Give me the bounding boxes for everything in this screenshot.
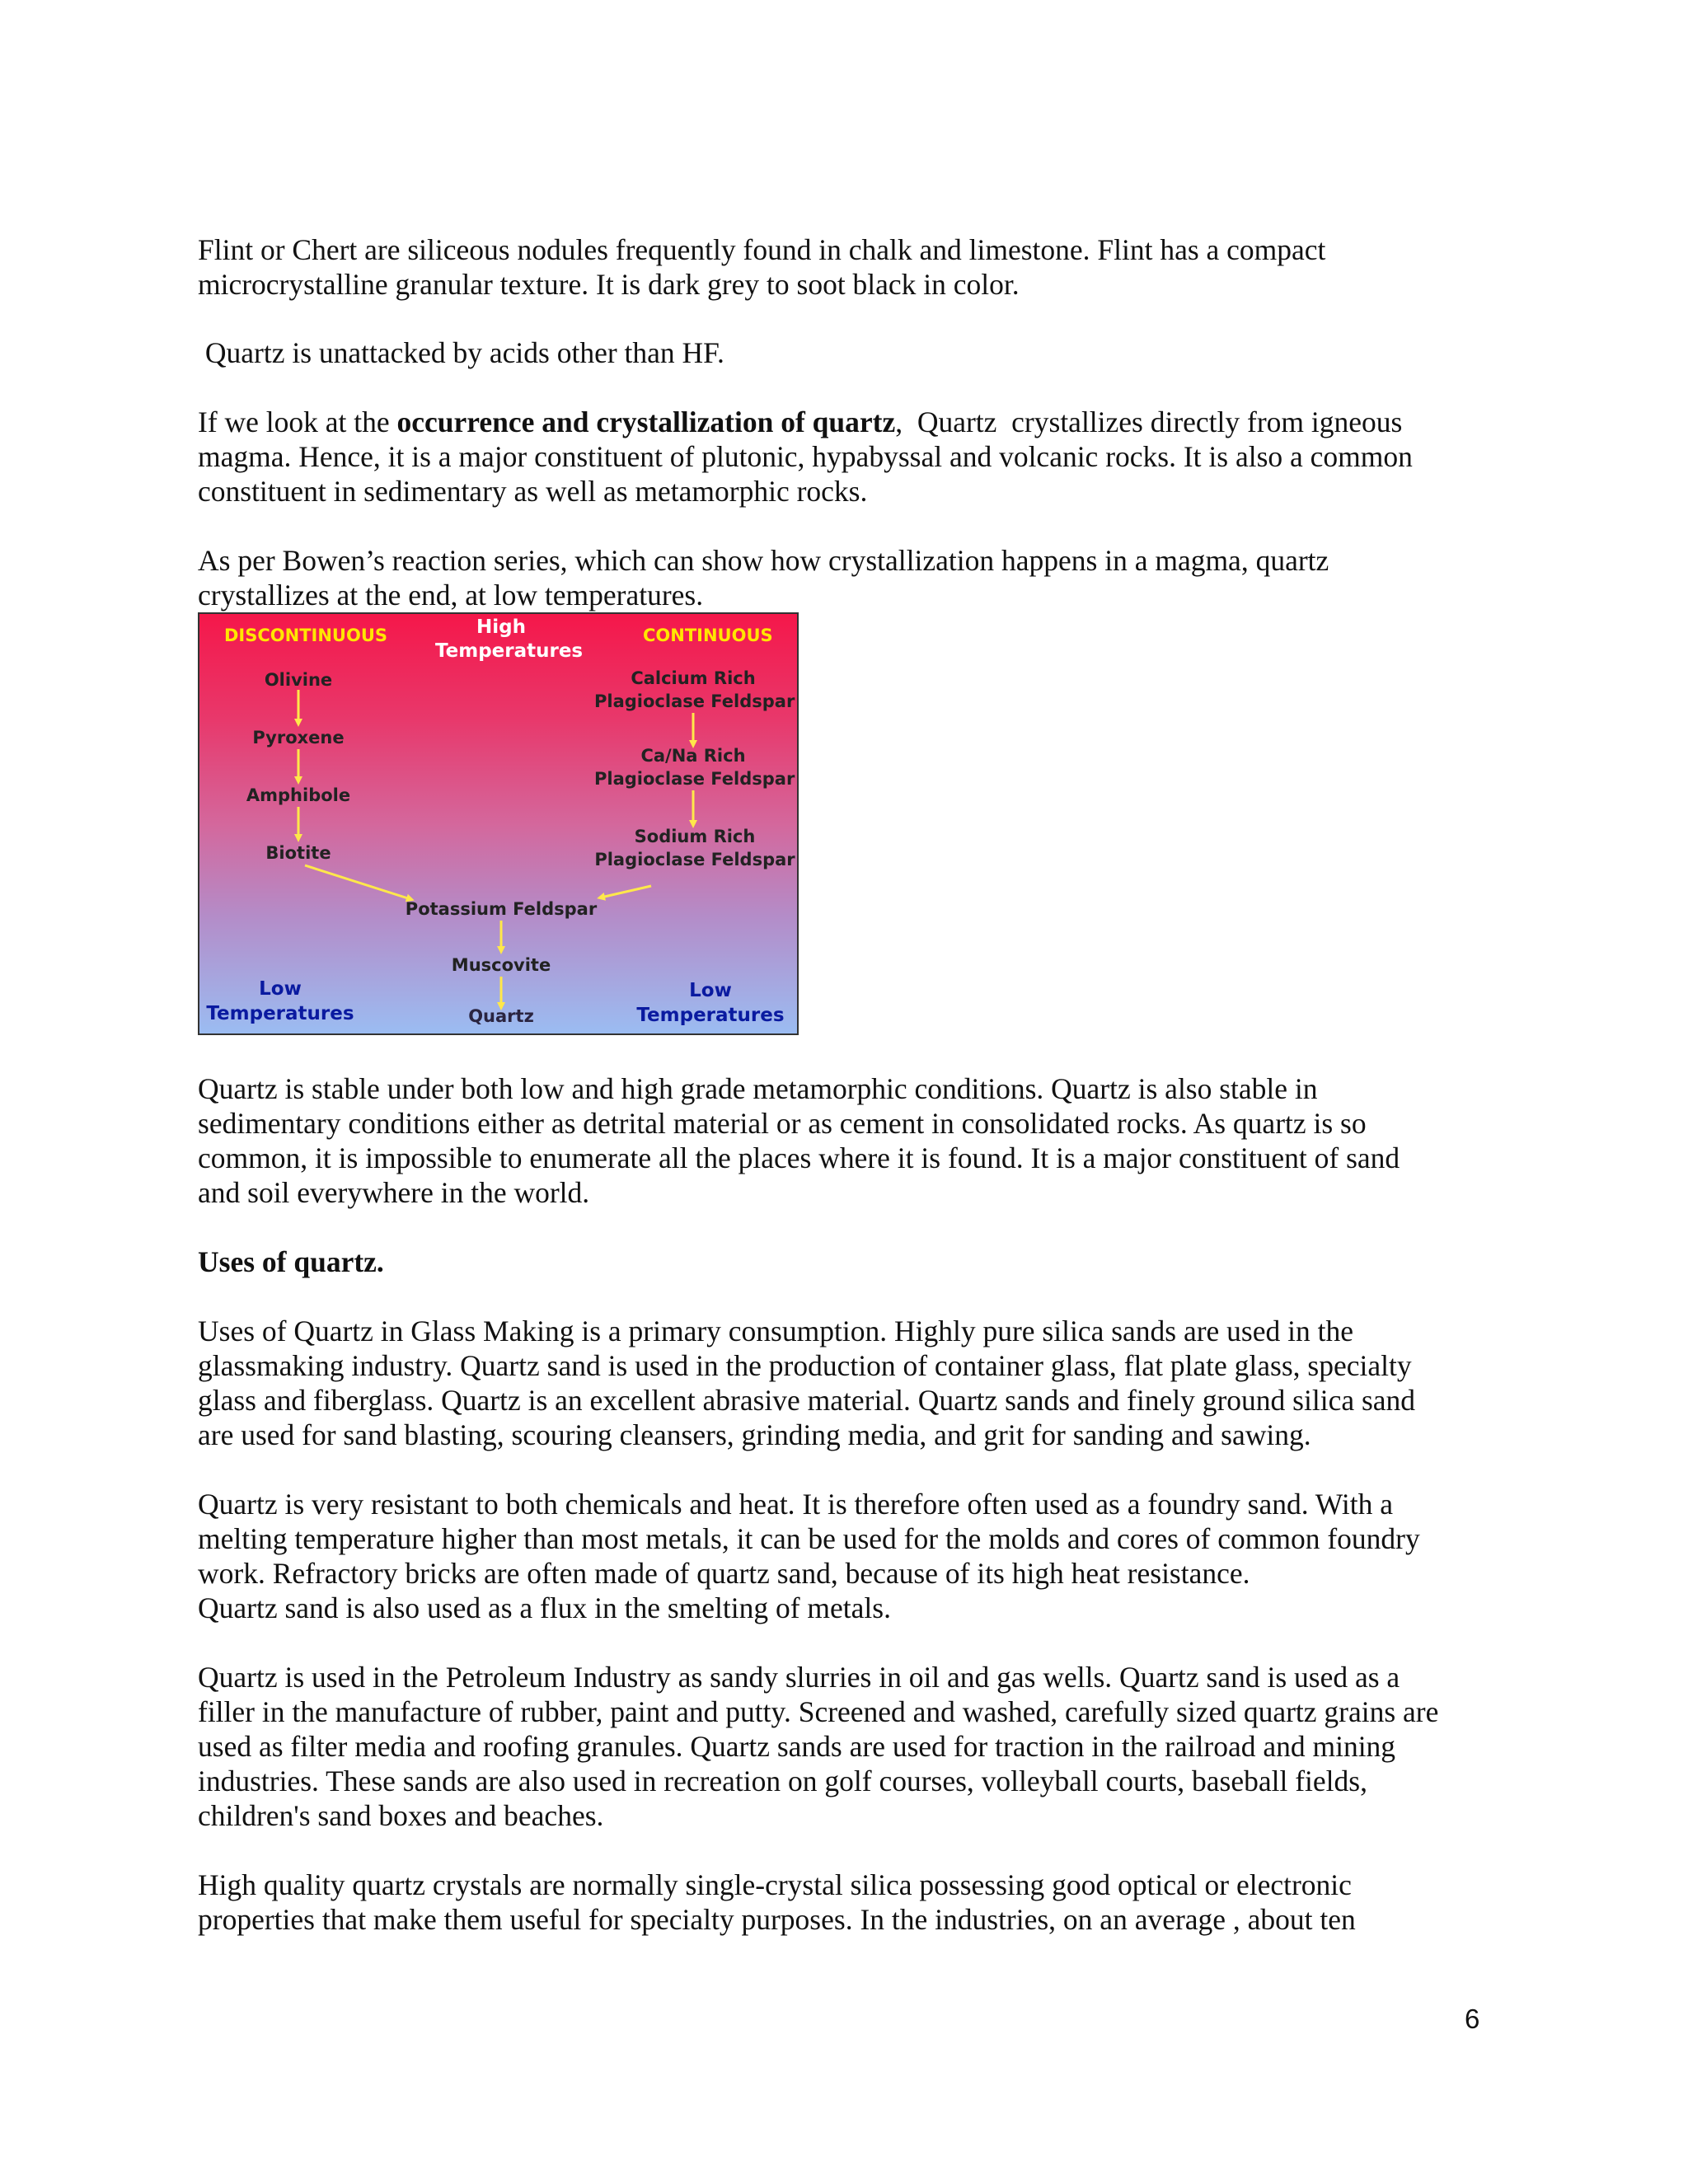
label-pyroxene: Pyroxene bbox=[252, 728, 345, 748]
text-line: Quartz is used in the Petroleum Industry as sandy slurries in oil and gas wells. Quartz sand is used as a bbox=[198, 1661, 1400, 1694]
paragraph-petroleum bbox=[198, 1660, 1517, 1833]
text-line: High quality quartz crystals are normally single-crystal silica possessing good optical or electronic bbox=[198, 1868, 1352, 1901]
text-line: glassmaking industry. Quartz sand is used in the production of container glass, flat plate glass, specialty bbox=[198, 1349, 1412, 1382]
label-line: Calcium Rich bbox=[631, 668, 756, 688]
text-line: Quartz is unattacked by acids other than HF. bbox=[198, 336, 724, 369]
label-line: Temperatures bbox=[636, 1005, 785, 1026]
paragraph-flint bbox=[198, 232, 1517, 302]
page-number: 6 bbox=[1465, 2004, 1480, 2034]
paragraph-acid bbox=[198, 335, 1517, 370]
label-line: High bbox=[476, 616, 526, 638]
paragraph-stable bbox=[198, 1071, 1517, 1210]
label-line: Low bbox=[689, 980, 732, 1001]
text-line: Quartz sand is also used as a flux in the smelting of metals. bbox=[198, 1591, 891, 1624]
text-line: properties that make them useful for specialty purposes. In the industries, on an average , about ten bbox=[198, 1903, 1356, 1936]
text-line: Flint or Chert are siliceous nodules frequently found in chalk and limestone. Flint has a compact bbox=[198, 233, 1326, 266]
label-biotite: Biotite bbox=[265, 843, 331, 863]
label-sodium-rich bbox=[594, 825, 795, 871]
text-line: Quartz is stable under both low and high grade metamorphic conditions. Quartz is also stable in bbox=[198, 1072, 1318, 1105]
text-line: common, it is impossible to enumerate all the places where it is found. It is a major constituent of sand bbox=[198, 1141, 1400, 1174]
text-line: children's sand boxes and beaches. bbox=[198, 1799, 604, 1832]
text-line: sedimentary conditions either as detrital material or as cement in consolidated rocks. As quartz is so bbox=[198, 1107, 1367, 1140]
text-line: constituent in sedimentary as well as metamorphic rocks. bbox=[198, 475, 868, 508]
label-line: Temperatures bbox=[435, 640, 584, 662]
label-line: Low bbox=[259, 978, 302, 1000]
text-line: are used for sand blasting, scouring cleansers, grinding media, and grit for sanding and sawing. bbox=[198, 1418, 1311, 1451]
text-line: industries. These sands are also used in recreation on golf courses, volleyball courts, baseball fields, bbox=[198, 1765, 1367, 1797]
text-segment: , Quartz crystallizes directly from igneous bbox=[895, 405, 1403, 438]
text-line: used as filter media and roofing granules. Quartz sands are used for traction in the railroad and mining bbox=[198, 1730, 1396, 1763]
paragraph-crystals bbox=[198, 1868, 1517, 1937]
section-heading-uses: Uses of quartz. bbox=[198, 1245, 384, 1278]
text-line: glass and fiberglass. Quartz is an excellent abrasive material. Quartz sands and finely ground silica sand bbox=[198, 1384, 1416, 1417]
label-potassium-feldspar: Potassium Feldspar bbox=[405, 899, 598, 919]
label-discontinuous: DISCONTINUOUS bbox=[224, 626, 388, 645]
label-low-temperatures-left bbox=[206, 977, 354, 1026]
text-line: magma. Hence, it is a major constituent of plutonic, hypabyssal and volcanic rocks. It is also a common bbox=[198, 440, 1413, 473]
bowen-reaction-series-diagram bbox=[198, 612, 799, 1035]
paragraph-occurrence bbox=[198, 405, 1517, 509]
paragraph-glass bbox=[198, 1314, 1517, 1452]
paragraph-foundry bbox=[198, 1487, 1517, 1625]
label-quartz: Quartz bbox=[468, 1006, 534, 1026]
text-line: Uses of Quartz in Glass Making is a primary consumption. Highly pure silica sands are used in the bbox=[198, 1315, 1353, 1347]
label-high-temperatures bbox=[435, 616, 584, 663]
text-line bbox=[198, 405, 1517, 439]
text-line: and soil everywhere in the world. bbox=[198, 1176, 590, 1209]
label-line: Sodium Rich bbox=[634, 827, 756, 846]
text-line: microcrystalline granular texture. It is dark grey to soot black in color. bbox=[198, 268, 1020, 301]
label-line: Plagioclase Feldspar bbox=[594, 691, 795, 711]
label-line: Ca/Na Rich bbox=[640, 746, 746, 766]
label-line: Plagioclase Feldspar bbox=[594, 769, 795, 789]
text-line: melting temperature higher than most metals, it can be used for the molds and cores of common foundry bbox=[198, 1522, 1420, 1555]
arrow-sodium-potassium bbox=[601, 886, 651, 898]
paragraph-bowen bbox=[198, 543, 1517, 612]
label-line: Plagioclase Feldspar bbox=[594, 850, 795, 869]
label-low-temperatures-right bbox=[636, 978, 785, 1028]
label-muscovite: Muscovite bbox=[451, 955, 551, 975]
text-line: As per Bowen’s reaction series, which can show how crystallization happens in a magma, quartz bbox=[198, 544, 1329, 577]
text-line: Quartz is very resistant to both chemicals and heat. It is therefore often used as a foundry sand. With a bbox=[198, 1488, 1394, 1521]
text-line: work. Refractory bricks are often made of quartz sand, because of its high heat resistance. bbox=[198, 1557, 1250, 1590]
label-amphibole: Amphibole bbox=[246, 785, 351, 805]
arrow-biotite-potassium bbox=[305, 865, 410, 899]
label-continuous: CONTINUOUS bbox=[643, 626, 773, 645]
text-segment: If we look at the bbox=[198, 405, 397, 438]
label-line: Temperatures bbox=[206, 1003, 354, 1024]
text-line: filler in the manufacture of rubber, paint and putty. Screened and washed, carefully sized quartz grains are bbox=[198, 1695, 1439, 1728]
label-olivine: Olivine bbox=[264, 670, 333, 690]
bold-phrase: occurrence and crystallization of quartz bbox=[396, 405, 896, 438]
label-cana-rich bbox=[594, 744, 795, 790]
label-calcium-rich bbox=[594, 667, 795, 713]
text-line: crystallizes at the end, at low temperatures. bbox=[198, 579, 704, 612]
